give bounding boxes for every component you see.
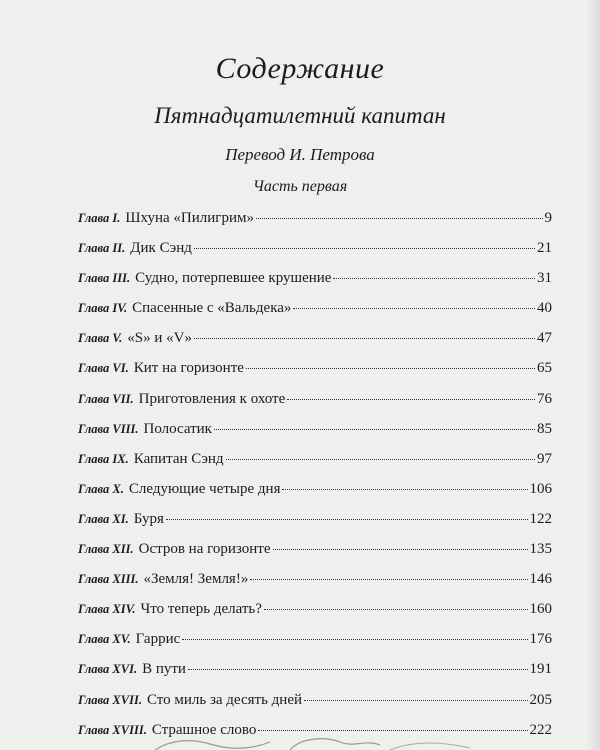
- dot-leader: [182, 639, 527, 640]
- chapter-label: Глава XVII.: [78, 692, 142, 707]
- chapter-title: Шхуна «Пилигрим»: [125, 210, 254, 226]
- chapter-label: Глава IX.: [78, 451, 129, 466]
- page-number: 122: [529, 510, 552, 527]
- chapter-label: Глава XIII.: [78, 572, 139, 587]
- book-title: Пятнадцатилетний капитан: [154, 103, 446, 128]
- chapter-label: Глава VII.: [78, 391, 134, 406]
- page-number: 106: [529, 480, 552, 497]
- dot-leader: [246, 368, 535, 369]
- dot-leader: [304, 700, 527, 701]
- dot-leader: [333, 278, 535, 279]
- dot-leader: [273, 549, 528, 550]
- toc-entry: [78, 330, 552, 360]
- dot-leader: [194, 338, 535, 339]
- page-number: 222: [529, 721, 552, 738]
- chapter-label: Глава V.: [78, 331, 123, 346]
- toc-entry: [78, 270, 552, 300]
- dot-leader: [166, 519, 528, 520]
- chapter-label: Глава VI.: [78, 361, 129, 376]
- toc-entry: [78, 692, 552, 722]
- chapter-label: Глава XVI.: [78, 662, 138, 677]
- chapter-title: Судно, потерпевшее крушение: [135, 270, 332, 287]
- toc-entry: [78, 391, 552, 421]
- chapter-label: Глава XII.: [78, 542, 134, 557]
- dot-leader: [258, 730, 527, 731]
- chapter-title: В пути: [142, 661, 186, 678]
- dot-leader: [214, 429, 535, 430]
- chapter-label: Глава XI.: [78, 511, 129, 526]
- toc-entry: [78, 421, 552, 451]
- page-number: 176: [529, 631, 552, 648]
- chapter-title: Буря: [133, 510, 164, 527]
- chapter-label: Глава IV.: [78, 301, 128, 316]
- decorative-ornament: [150, 736, 480, 750]
- chapter-title: Капитан Сэнд: [133, 450, 224, 467]
- page-number: 146: [529, 571, 552, 588]
- toc-entry: [78, 481, 552, 511]
- dot-leader: [194, 248, 535, 249]
- chapter-title: Остров на горизонте: [138, 541, 271, 558]
- page-number: 85: [537, 420, 552, 437]
- chapter-title: Следующие четыре дня: [128, 480, 281, 497]
- chapter-title: Гаррис: [135, 631, 181, 648]
- chapter-label: Глава II.: [78, 241, 126, 256]
- dot-leader: [188, 669, 528, 670]
- toc-entry: [78, 300, 552, 330]
- chapter-label: Глава X.: [78, 481, 124, 496]
- chapter-title: Спасенные с «Вальдека»: [132, 300, 292, 317]
- page-number: 97: [537, 450, 552, 467]
- chapter-label: Глава III.: [78, 271, 131, 286]
- chapter-title: «S» и «V»: [127, 330, 192, 347]
- chapter-title: «Земля! Земля!»: [143, 571, 249, 588]
- toc-entry: [78, 451, 552, 481]
- chapter-title: Сто миль за десять дней: [146, 691, 303, 708]
- page-number: 205: [529, 691, 552, 708]
- dot-leader: [293, 308, 535, 309]
- translator-credit: Перевод И. Петрова: [225, 145, 375, 164]
- page-number: 40: [537, 300, 552, 317]
- contents-heading: Содержание: [215, 52, 385, 85]
- table-of-contents: [78, 210, 552, 750]
- chapter-title: Полосатик: [143, 420, 212, 437]
- chapter-title: Кит на горизонте: [133, 360, 244, 377]
- toc-entry: [78, 541, 552, 571]
- toc-entry: [78, 571, 552, 601]
- page-number: 21: [537, 240, 552, 257]
- chapter-title: Дик Сэнд: [130, 240, 192, 257]
- chapter-title: Что теперь делать?: [140, 601, 262, 618]
- chapter-title: Страшное слово: [151, 721, 257, 738]
- page-number: 31: [537, 270, 552, 287]
- dot-leader: [264, 609, 528, 610]
- toc-entry: [78, 661, 552, 691]
- dot-leader: [256, 218, 543, 219]
- dot-leader: [226, 459, 535, 460]
- chapter-label: Глава VIII.: [78, 421, 139, 436]
- page-number: 160: [529, 601, 552, 618]
- toc-entry: [78, 360, 552, 390]
- chapter-label: Глава XIV.: [78, 602, 136, 617]
- chapter-label: Глава XVIII.: [78, 722, 147, 737]
- dot-leader: [282, 489, 527, 490]
- toc-entry: [78, 240, 552, 270]
- page-number: 191: [529, 661, 552, 678]
- page-number: 135: [529, 541, 552, 558]
- toc-entry: [78, 210, 552, 240]
- page-number: 9: [544, 210, 552, 226]
- toc-entry: [78, 511, 552, 541]
- chapter-label: Глава XV.: [78, 632, 131, 647]
- toc-entry: [78, 631, 552, 661]
- dot-leader: [250, 579, 527, 580]
- chapter-label: Глава I.: [78, 211, 121, 225]
- dot-leader: [287, 399, 535, 400]
- chapter-title: Приготовления к охоте: [138, 390, 286, 407]
- page-number: 65: [537, 360, 552, 377]
- page-number: 47: [537, 330, 552, 347]
- page-number: 76: [537, 390, 552, 407]
- toc-entry: [78, 601, 552, 631]
- part-title: Часть первая: [252, 178, 348, 195]
